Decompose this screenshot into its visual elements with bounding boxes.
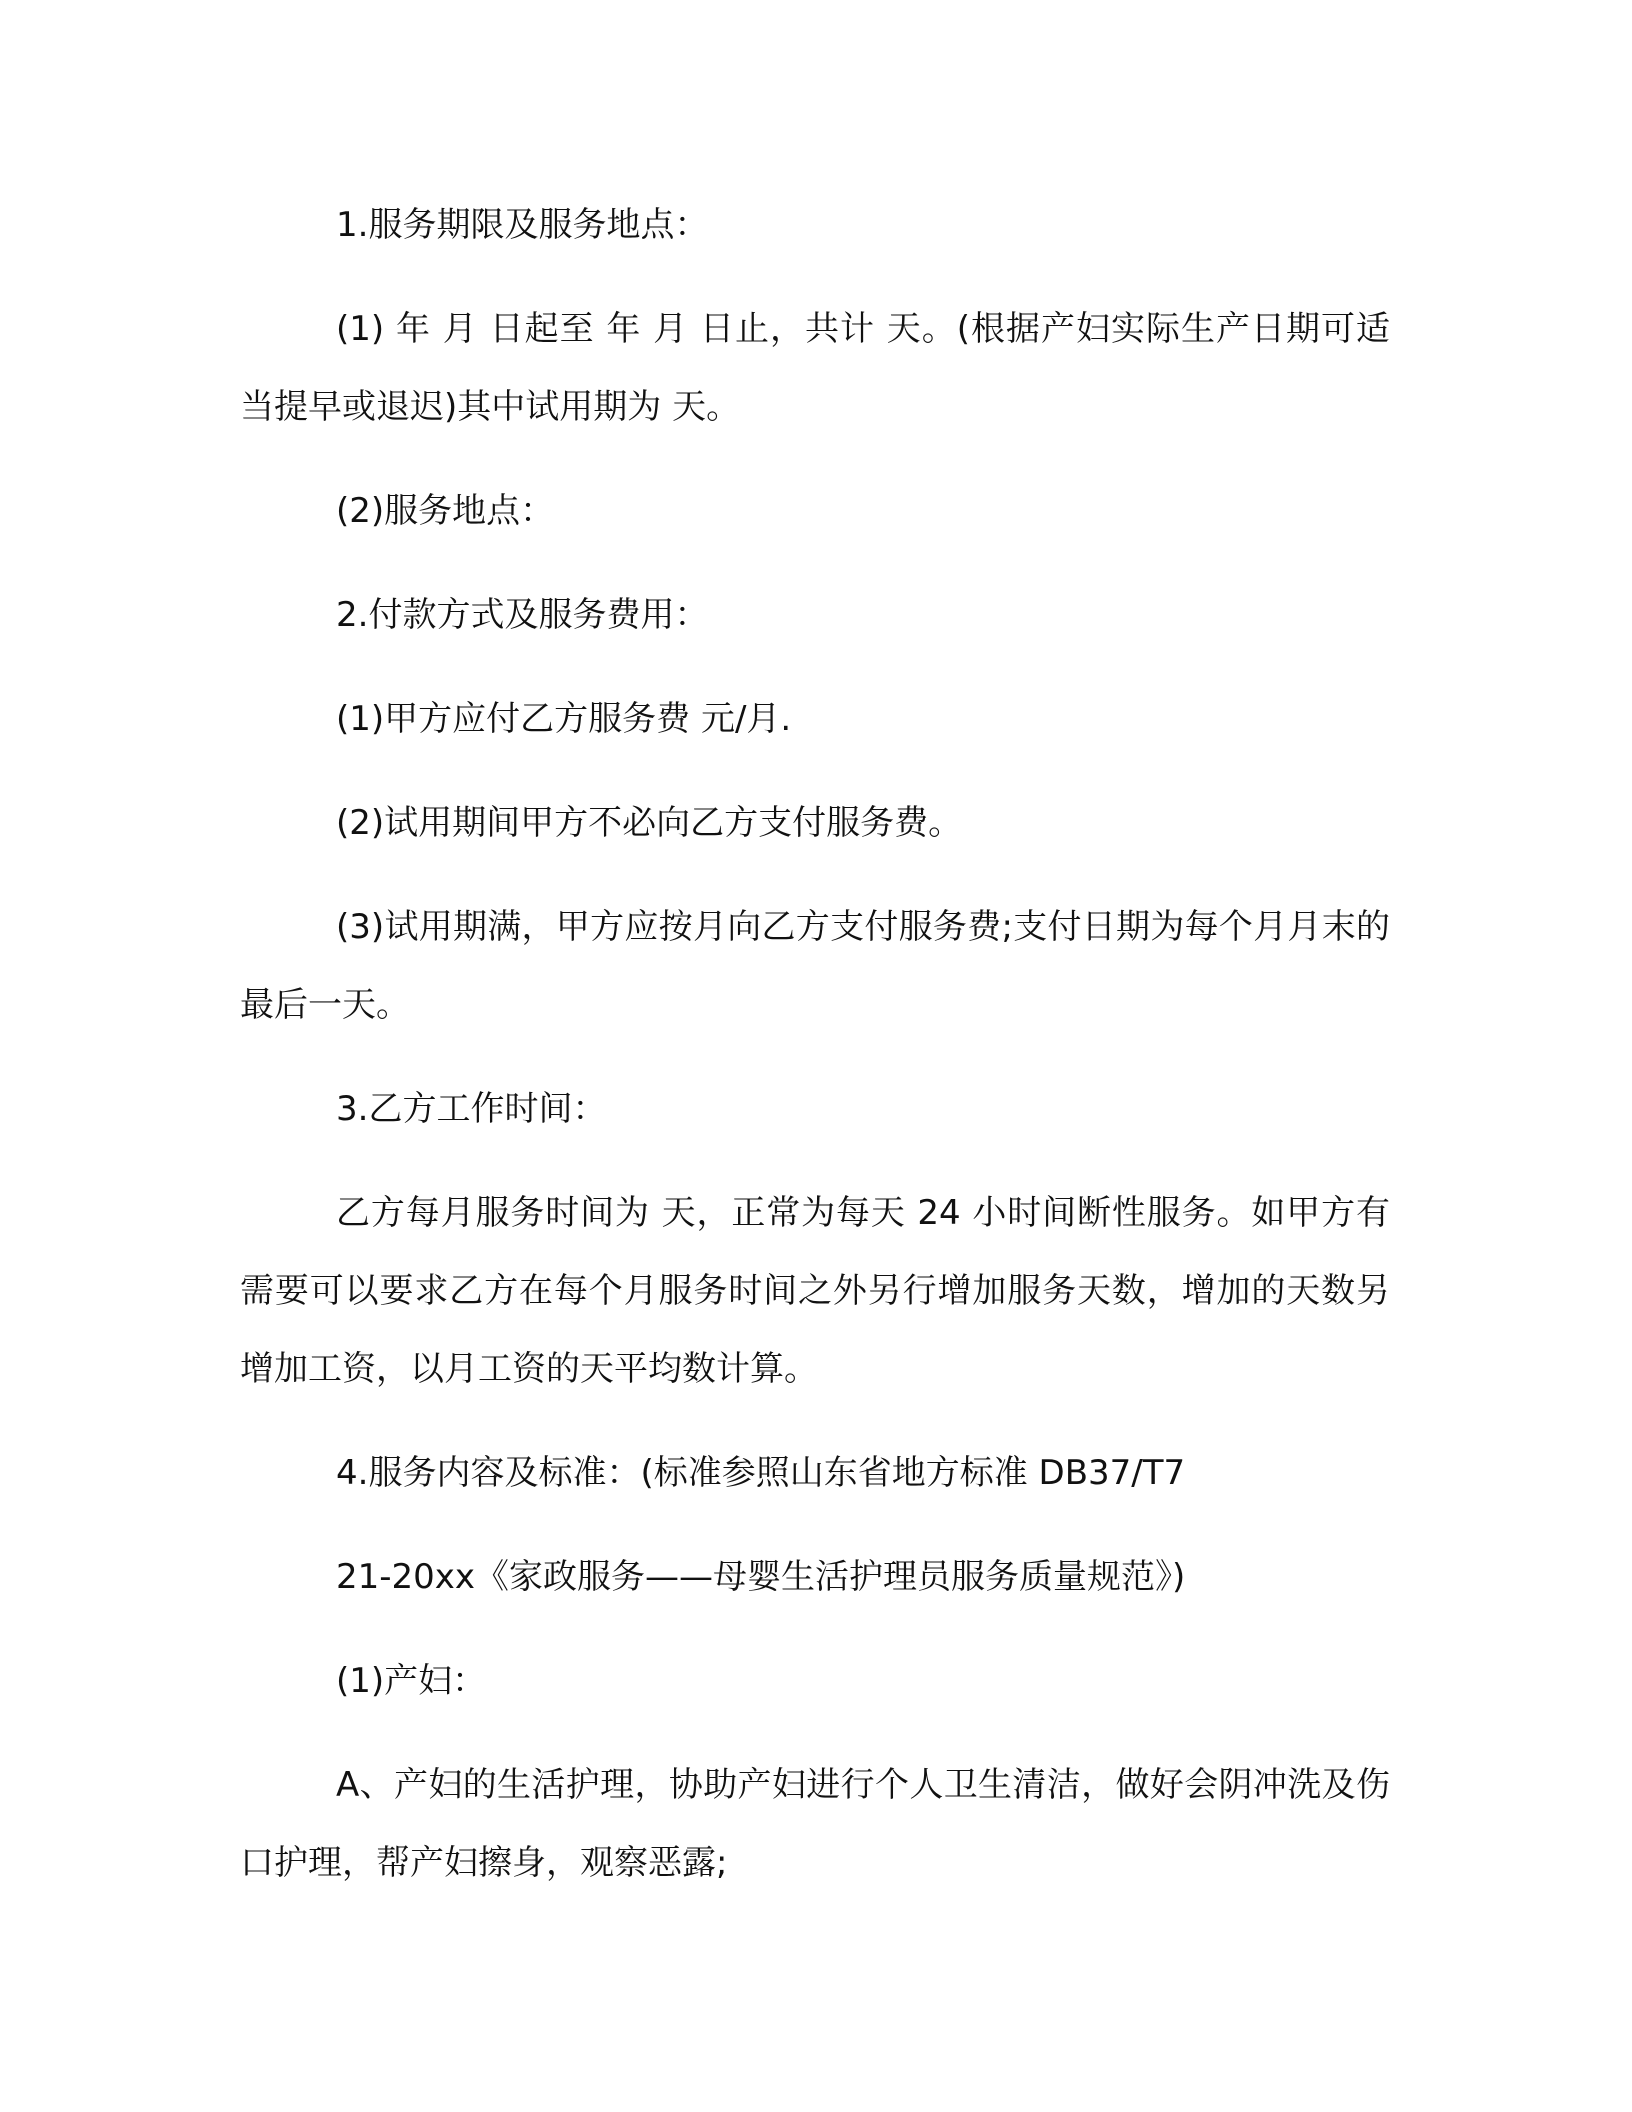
paragraph: 1.服务期限及服务地点：: [336, 205, 709, 245]
paragraph: 乙方每月服务时间为 天，正常为每天 24 小时间断性服务。如甲方有需要可以要求乙方在每个月服务时间之外另行增加服务天数，增加的天数另增加工资，以月工资的天平均数计算。: [240, 1193, 1390, 1389]
paragraph: (1)产妇：: [336, 1661, 487, 1701]
paragraph: 3.乙方工作时间：: [336, 1089, 607, 1129]
paragraph: (1) 年 月 日起至 年 月 日止，共计 天。(根据产妇实际生产日期可适当提早或退迟)其中试用期为 天。: [240, 309, 1390, 427]
paragraph: 21-20xx《家政服务——母婴生活护理员服务质量规范》): [336, 1557, 1186, 1597]
paragraph: (2)试用期间甲方不必向乙方支付服务费。: [336, 803, 963, 843]
paragraph: (2)服务地点：: [336, 491, 555, 531]
paragraph: A、产妇的生活护理，协助产妇进行个人卫生清洁，做好会阴冲洗及伤口护理，帮产妇擦身，观察恶露;: [240, 1765, 1390, 1883]
paragraph: (3)试用期满，甲方应按月向乙方支付服务费;支付日期为每个月月末的最后一天。: [240, 907, 1390, 1025]
paragraph: 4.服务内容及标准：(标准参照山东省地方标准 DB37/T7: [336, 1453, 1186, 1493]
paragraph: 2.付款方式及服务费用：: [336, 595, 709, 635]
paragraph: (1)甲方应付乙方服务费 元/月.: [336, 699, 792, 739]
document-body: [240, 186, 1390, 1928]
